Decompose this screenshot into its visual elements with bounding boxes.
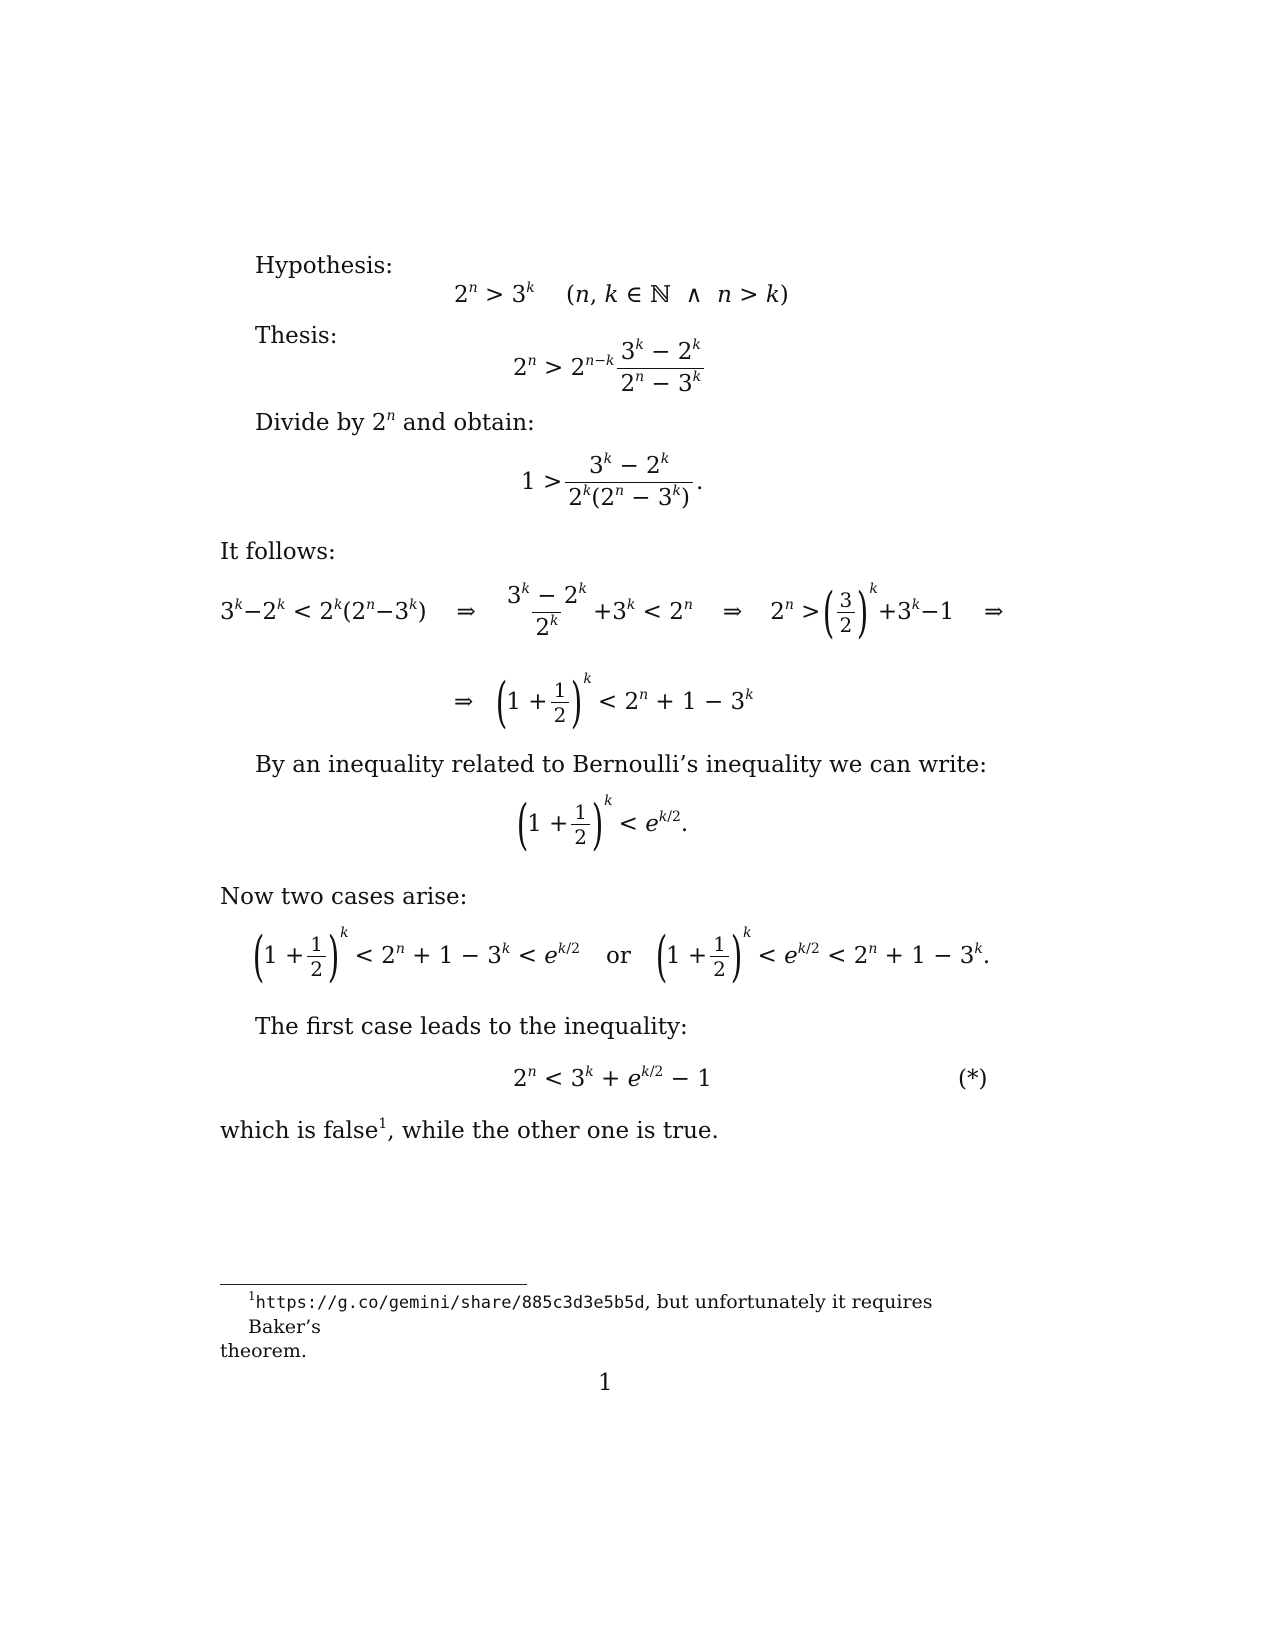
divide-text: Divide by 2$^n$ and obtain: — [255, 408, 535, 436]
follows-label: It follows: — [220, 539, 336, 565]
bernoulli-text: By an inequality related to Bernoulli’s inequality we can write: — [255, 752, 988, 778]
thesis-formula: $2^n > 2^{n-k}$ $\frac{3^k - 2^k}{2^n - 3^k}$ — [513, 341, 707, 396]
hypothesis-formula: $2^n > 3^k$ (n, k ∈ ℕ ∧ n > k) — [454, 280, 789, 308]
follows-chain-line2: ⇒ ( 1 + $\frac{1}{2}$ ) k < $2^n + 1 - 3^k$ — [454, 670, 754, 734]
page-number: 1 — [598, 1370, 613, 1396]
conclusion-text: which is false$^1$, while the other one is true. — [220, 1116, 719, 1144]
cases-text: Now two cases arise: — [220, 884, 468, 910]
thesis-label: Thesis: — [255, 323, 338, 349]
footnote-rule — [220, 1284, 527, 1285]
bernoulli-formula: ( 1 + $\frac{1}{2}$ ) k < $e^{k/2}$. — [516, 792, 689, 856]
divided-formula: 1 > $\frac{3^k - 2^k}{2^k(2^n - 3^k)}$ . — [521, 451, 704, 511]
hypothesis-label: Hypothesis: — [255, 253, 393, 279]
footnote-ref[interactable]: 1 — [378, 1116, 388, 1132]
equation-tag: (*) — [958, 1066, 988, 1092]
or-word: or — [606, 943, 631, 969]
star-inequality: $2^n < 3^k + e^{k/2} - 1$ — [513, 1064, 712, 1092]
follows-chain: $3^k-2^k < 2^k(2^n-3^k)$ ⇒ $\frac{3^k - 2^k}{2^k}$ $+3^k < 2^n$ ⇒ $2^n$ > ( $\frac{3}{2}$ ) k $+3^k-1$ ⇒ — [220, 580, 1004, 644]
first-case-text: The first case leads to the inequality: — [255, 1014, 688, 1040]
footnote: $^1$https://g.co/gemini/share/885c3d3e5b5d, but unfortunately it requires Baker’s theorem. — [220, 1289, 933, 1362]
footnote-link[interactable]: https://g.co/gemini/share/885c3d3e5b5d — [255, 1293, 645, 1313]
cases-formula: ( 1 + $\frac{1}{2}$ ) k < $2^n + 1 - 3^k < e^{k/2}$ or ( 1 + $\frac{1}{2}$ ) k < $e^{k/2} < 2^n + 1 - 3^k$. — [252, 924, 991, 988]
